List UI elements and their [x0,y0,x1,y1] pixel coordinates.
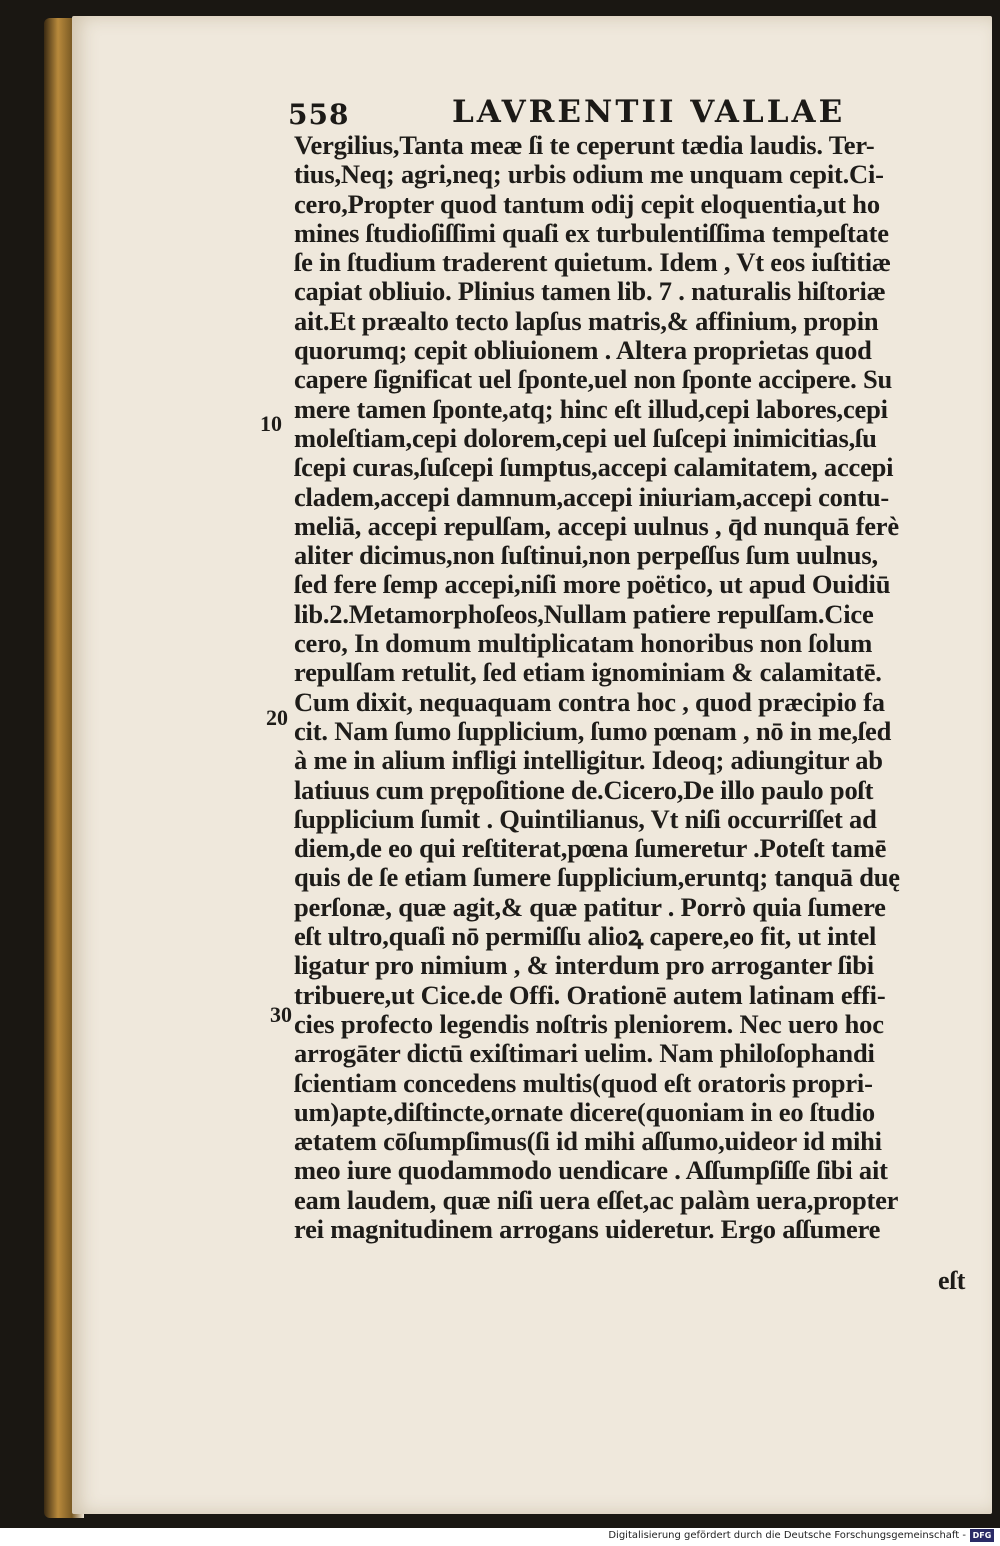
text-line: capere ſignificat uel ſponte,uel non ſponte accipere. Su [294,364,893,395]
text-line: ſe in ſtudium traderent quietum. Idem , Vt eos iuſtitiæ [294,247,891,278]
text-line: tribuere,ut Cice.de Offi. Orationē autem latinam effi- [294,979,886,1010]
text-line: capiat obliuio. Plinius tamen lib. 7 . naturalis hiſtoriæ [294,276,886,307]
text-line: cero, In domum multiplicatam honoribus non ſolum [294,628,873,659]
text-line: ſcientiam concedens multis(quod eſt oratoris propri- [294,1067,873,1098]
text-line: mere tamen ſponte,atq; hinc eſt illud,cepi labores,cepi [294,393,888,424]
text-line: perſonæ, quæ agit,& quæ patitur . Porrò quia ſumere [294,891,886,922]
catchword: eſt [938,1266,966,1295]
dfg-logo: DFG [970,1529,994,1542]
text-line: ſcepi curas,ſuſcepi ſumptus,accepi calamitatem, accepi [294,452,894,483]
text-line: rei magnitudinem arrogans uideretur. Ergo aſſumere [294,1213,881,1244]
margin-line-number-20: 20 [266,705,288,730]
text-line: tius,Neq; agri,neq; urbis odium me unquam cepit.Ci- [294,159,884,190]
text-line: quis de ſe etiam ſumere ſupplicium,eruntq; tanquā duę [294,862,900,893]
text-line: cero,Propter quod tantum odij cepit eloquentia,ut ho [294,188,880,219]
text-line: eſt ultro,quaſi nō permiſſu alioꝝ capere,eo fit, ut intel [294,921,877,952]
text-line: Vergilius,Tanta meæ ſi te ceperunt tædia laudis. Ter- [294,130,875,160]
text-line: ligatur pro nimium , & interdum pro arroganter ſibi [294,950,874,981]
text-line: ſupplicium ſumit . Quintilianus, Vt niſi occurriſſet ad [294,803,877,834]
digitization-credit: Digitalisierung gefördert durch die Deutsche Forschungsgemeinschaft - [608,1530,966,1541]
text-line: meo iure quodammodo uendicare . Aſſumpſiſſe ſibi ait [294,1155,888,1186]
text-line: aliter dicimus,non ſuſtinui,non perpeſſus ſum uulnus, [294,540,878,571]
text-line: diem,de eo qui reſtiterat,pœna ſumeretur .Poteſt tamē [294,833,887,864]
text-line: cladem,accepi damnum,accepi iniuriam,accepi contu- [294,481,890,512]
body-text [294,131,964,1244]
text-line: cies profecto legendis noſtris pleniorem. Nec uero hoc [294,1008,884,1039]
text-line: mines ſtudioſiſſimi quaſi ex turbulentiſſima tempeſtate [294,217,889,248]
text-line: meliā, accepi repulſam, accepi uulnus , q̄d nunquā ferè [294,510,899,541]
text-line: lib.2.Metamorphoſeos,Nullam patiere repulſam.Cice [294,598,874,629]
text-line: cit. Nam ſumo ſupplicium, ſumo pœnam , nō in me,ſed [294,715,892,746]
text-line: eam laudem, quæ niſi uera eſſet,ac palàm uera,propter [294,1184,899,1215]
margin-line-number-30: 30 [270,1002,292,1027]
text-line: arrogāter dictū exiſtimari uelim. Nam philoſophandi [294,1038,875,1069]
text-line: Cum dixit, nequaquam contra hoc , quod præcipio fa [294,686,885,717]
page-number: 558 [288,98,350,131]
text-line: um)apte,diſtincte,ornate dicere(quoniam in eo ſtudio [294,1096,875,1127]
text-line: quorumq; cepit obliuionem . Altera proprietas quod [294,335,872,366]
text-line: ætatem cōſumpſimus(ſi id mihi aſſumo,uideor id mihi [294,1126,882,1157]
text-line: ſed fere ſemp accepi,niſi more poëtico, ut apud Ouidiū [294,569,891,600]
text-line: ait.Et præalto tecto lapſus matris,& affinium, propin [294,305,879,336]
running-head: LAVRENTII VALLAE [452,94,846,130]
text-line: à me in alium infligi intelligitur. Ideoq; adiungitur ab [294,745,883,776]
text-line: latiuus cum prępoſitione de.Cicero,De illo paulo poſt [294,774,874,805]
margin-line-number-10: 10 [260,411,282,436]
text-line: repulſam retulit, ſed etiam ignominiam & calamitatē. [294,657,882,688]
text-line: moleſtiam,cepi dolorem,cepi uel ſuſcepi inimicitias,ſu [294,422,877,453]
